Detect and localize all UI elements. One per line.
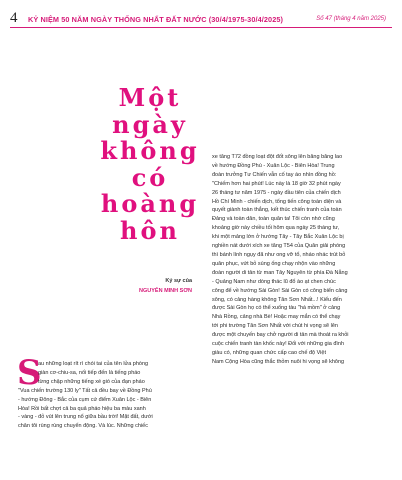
body-line: xe tăng T72 đồng loạt đột đốt sông lên băng băng lao (212, 154, 343, 160)
body-line: nghiền nát dưới xích xe tăng T54 của Quân giải phóng (212, 243, 346, 250)
body-line: Nhà Rồng, cảng nhà Bè! Hoặc may mắn có thể chạy (212, 314, 341, 321)
article-title (95, 85, 205, 244)
title-line: hoàng (100, 189, 200, 218)
body-line: đoàn người di tản từ man Tây Nguyên từ phía Đà Nẵng (212, 269, 348, 276)
title-line: có (131, 162, 169, 192)
body-column-right (212, 153, 390, 367)
body-column-left (18, 360, 196, 431)
header-rule (10, 27, 392, 28)
body-line: giàn cơ-chiu-sa, nối tiếp đến là tiếng pháo (38, 369, 141, 376)
body-line: - vàng - đỏ vút lên trung nổ giữa bầu trời! Mặt đất, dưới (18, 414, 153, 421)
author-name: NGUYỄN MINH SƠN (139, 288, 192, 294)
title-line: không (100, 136, 200, 165)
body-line: được một chuyến bay chở người di tản mà thoát ra khỏi (212, 332, 349, 339)
body-line: sông, có cảng hàng không Tân Sơn Nhất...! Kiểu đến (212, 296, 342, 303)
body-line: thì bánh lính ngụy đã như ong vỡ tổ, nháo nhác trút bỏ (212, 251, 346, 258)
running-title: KỶ NIỆM 50 NĂM NGÀY THỐNG NHẤT ĐẤT NƯỚC (30/4/1975-30/4/2025) (28, 15, 284, 24)
body-line: công để về hướng Sài Gòn! Sài Gòn có công biển cảng (212, 287, 348, 294)
title-line: Một (118, 83, 182, 112)
body-line: được Sài Gòn họ có thể xuống tàu "há mồm" ở cảng (212, 305, 341, 312)
body-line: giàu có, những quan chức cấp cao chế độ Việt (212, 349, 326, 356)
body-line: Hồ Chí Minh - chiến dịch, tổng tiến công toàn diện và (212, 198, 342, 205)
body-line: chân tôi rùng rùng chuyển động. Và lúc. Những chiếc (18, 423, 148, 430)
body-line: về hướng Đồng Phú - Xuân Lộc - Biên Hòa! Trung (212, 162, 335, 169)
body-line: Nam Cộng Hòa cũng thắc thỏm nuôi hi vọng sẽ không (212, 358, 345, 365)
body-line: - hướng Đông - Bắc của cụm cứ điểm Xuân Lộc - Biên (18, 396, 152, 403)
body-line: - Quảng Nam như dòng thác lũ đổ ào ạt chen chúc (212, 278, 336, 285)
body-line: quyết giành toàn thắng, kết thúc chiến tranh của toàn (212, 207, 342, 214)
body-line: khi một mảng lớn ở hướng Tây - Tây Bắc Xuân Lộc bị (212, 234, 344, 241)
page-number: 4 (10, 10, 18, 26)
body-line: khoảng giờ này chiều tối hôm qua ngày 25 tháng tư, (212, 225, 340, 232)
body-line: "Chiếm hơn hai phút! Lúc này là 18 giờ 32 phút ngày (212, 180, 341, 187)
body-line: Đảng và toàn dân, toàn quân ta! Tôi còn nhớ cũng (212, 216, 335, 223)
title-line: hôn (120, 215, 180, 245)
body-line: Hòa! Rồi bất chợt cả ba quả pháo hiệu ba màu xanh (18, 405, 146, 412)
body-line: 26 tháng tư năm 1975 - ngày đầu tiên của chiến dịch (212, 189, 341, 196)
author-role: Ký sự của (165, 278, 192, 284)
body-line: quân phục, vứt bỏ súng ống chạy nhộn vào những (212, 260, 336, 267)
body-line: "Vua chiến trường 130 ly" Tất cả đều bay về Đồng Phú (18, 387, 152, 394)
title-line: ngày (112, 109, 188, 139)
body-line: đoàn trưởng Tư Chiến vẫn cố tay áo nhìn đồng hồ: (212, 171, 337, 178)
body-line: cuộc chiến tranh tàn khốc này! Đối với những gia đình (212, 341, 345, 348)
drop-cap: S (17, 353, 42, 393)
body-line: au những loạt rít rì chói tai của tên lửa phòng (38, 361, 149, 367)
issue-label: Số 47 (tháng 4 năm 2025) (316, 16, 386, 22)
body-line: tới phi trường Tân Sơn Nhất với chút hi vọng sẽ lên (212, 323, 338, 330)
body-line: từng chập những tiếng xé gió của đạn pháo (38, 378, 145, 385)
